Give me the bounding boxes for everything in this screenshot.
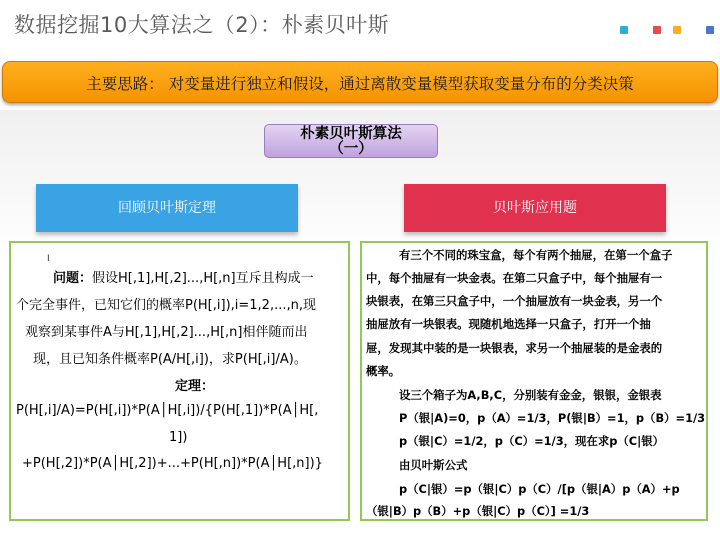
formula-line: +P(H[,2])*P(A│H[,2])+...+P(H[,n])*P(A│H[,n])} [22, 456, 323, 471]
bayes-theorem-header: 回顾贝叶斯定理 [36, 184, 298, 232]
problem-line: 现，且已知条件概率P(A/H[,i])，求P(H[,i]/A)。 [33, 352, 307, 367]
solution-line: P（银|A)=0，p（A）=1/3，P(银|B）=1，p（B）=1/3 [399, 411, 706, 425]
algorithm-subtitle: （一） [329, 141, 373, 157]
problem-text-line: 有三个不同的珠宝盒，每个有两个抽屉，在第一个盒子 [399, 248, 673, 262]
main-idea-text: 主要思路： 对变量进行独立和假设，通过离散变量模型获取变量分布的分类决策 [86, 75, 634, 93]
problem-text: 假设H[,1],H[,2]...,H[,n]互斥且构成一 [92, 271, 314, 286]
square-icon [673, 26, 681, 34]
problem-line: 个完全事件，已知它们的概率P(H[,i]),i=1,2,...,n,现 [16, 298, 316, 313]
square-icon [620, 26, 628, 34]
solution-line: 设三个箱子为A,B,C，分别装有金金，银银，金银表 [399, 388, 662, 402]
problem-label: 问题： [53, 271, 93, 286]
square-icon [653, 26, 661, 34]
algorithm-title: 朴素贝叶斯算法 [300, 126, 402, 142]
formula-line: P(H[,i]/A)=P(H[,i])*P(A│H[,i])/{P(H[,1])*P(A│H[, [16, 403, 319, 418]
bayes-application-header: 贝叶斯应用题 [404, 184, 666, 232]
solution-line: p（C|银）=p（银|C）p（C）/[p（银|A）p（A）+p [399, 482, 680, 496]
problem-text-line: 抽屉放有一块银表。现随机地选择一只盒子，打开一个抽 [366, 317, 651, 331]
page-title: 数据挖掘10大算法之（2）：朴素贝叶斯 [14, 13, 390, 37]
text-cursor-icon: I [47, 254, 50, 264]
algorithm-title-box [264, 124, 438, 158]
problem-text-line: 概率。 [366, 364, 401, 378]
problem-text-line: 屉，发现其中装的是一块银表，求另一个抽屉装的是金表的 [366, 341, 663, 355]
theorem-label: 定理： [175, 379, 215, 394]
problem-line: 观察到某事件A与H[,1],H[,2]...,H[,n]相伴随而出 [25, 325, 308, 340]
problem-line [53, 267, 314, 286]
solution-line: （银|B）p（B）+p（银|C）p（C）] =1/3 [366, 504, 590, 518]
solution-line: p（银|C）=1/2，p（C）=1/3，现在求p（C|银） [399, 434, 665, 448]
formula-line: 1]) [169, 430, 188, 445]
decorative-dots [0, 26, 720, 36]
problem-text-line: 中，每个抽屉有一块金表。在第二只盒子中，每个抽屉有一 [366, 271, 663, 285]
solution-line: 由贝叶斯公式 [399, 458, 468, 472]
problem-text-line: 块银表，在第三只盒子中，一个抽屉放有一块金表，另一个 [366, 294, 663, 308]
square-icon [706, 26, 714, 34]
main-idea-banner [2, 61, 718, 103]
